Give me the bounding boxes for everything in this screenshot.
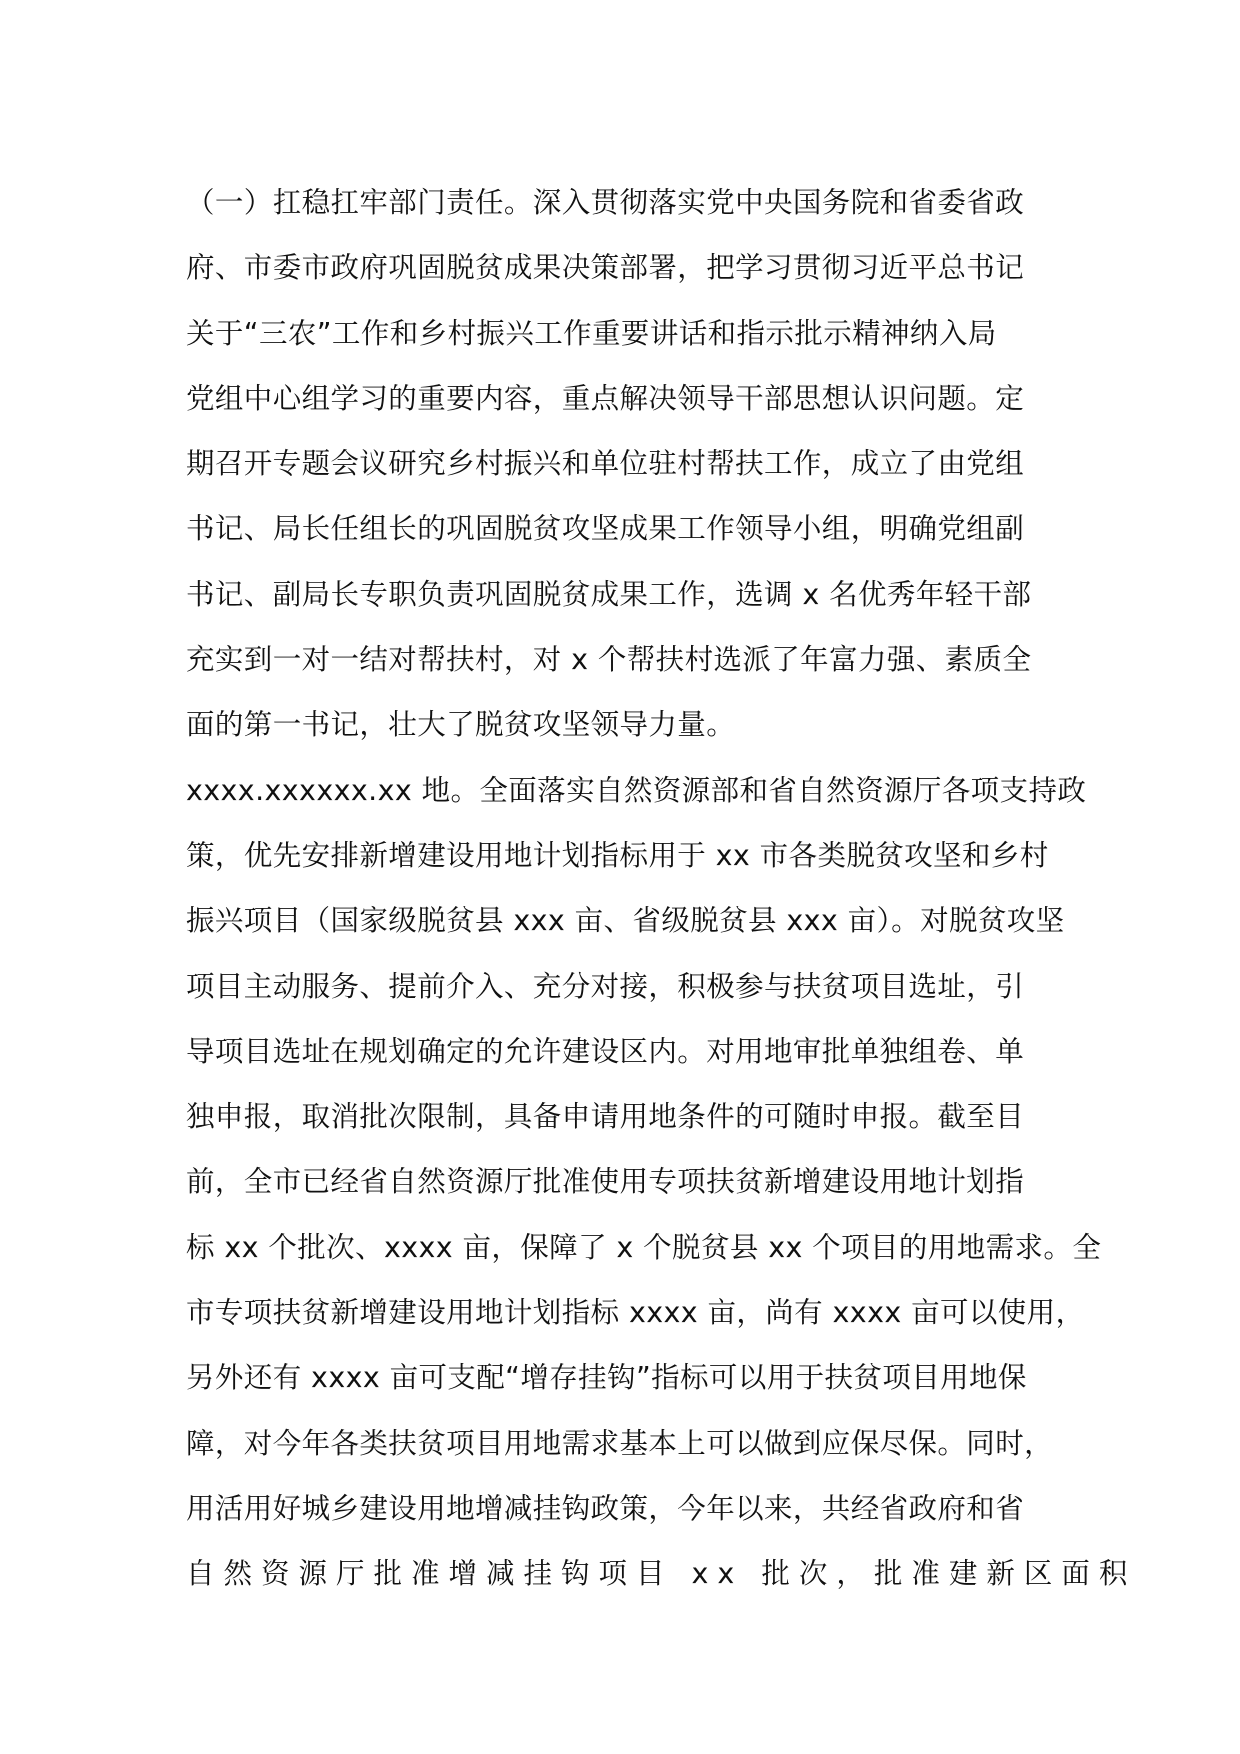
text-line-8: 充实到一对一结对帮扶村，对 x 个帮扶村选派了年富力强、素质全 (186, 643, 1032, 677)
text-line-5: 期召开专题会议研究乡村振兴和单位驻村帮扶工作，成立了由党组 (186, 447, 1025, 481)
text-line-7: 书记、副局长专职负责巩固脱贫成果工作，选调 x 名优秀年轻干部 (186, 577, 1032, 611)
text-line-6: 书记、局长任组长的巩固脱贫攻坚成果工作领导小组，明确党组副 (186, 512, 1025, 546)
text-line-2: 府、市委市政府巩固脱贫成果决策部署，把学习贯彻习近平总书记 (186, 251, 1025, 285)
text-line-4: 党组中心组学习的重要内容，重点解决领导干部思想认识问题。定 (186, 381, 1025, 415)
text-line-17: 标 xx 个批次、xxxx 亩，保障了 x 个脱贫县 xx 个项目的用地需求。全 (186, 1230, 1102, 1264)
text-line-21: 用活用好城乡建设用地增减挂钩政策，今年以来，共经省政府和省 (186, 1491, 1025, 1525)
text-line-13: 项目主动服务、提前介入、充分对接，积极参与扶贫项目选址，引 (186, 969, 1025, 1003)
text-line-15: 独申报，取消批次限制，具备申请用地条件的可随时申报。截至目 (186, 1100, 1025, 1134)
text-line-18: 市专项扶贫新增建设用地计划指标 xxxx 亩，尚有 xxxx 亩可以使用， (186, 1296, 1085, 1330)
text-line-22: 自然资源厅批准增减挂钩项目 xx 批次，批准建新区面积 (186, 1557, 1137, 1591)
text-line-3: 关于“三农”工作和乡村振兴工作重要讲话和指示批示精神纳入局 (186, 316, 997, 350)
text-line-12: 振兴项目（国家级脱贫县 xxx 亩、省级脱贫县 xxx 亩）。对脱贫攻坚 (186, 904, 1065, 938)
text-line-14: 导项目选址在规划确定的允许建设区内。对用地审批单独组卷、单 (186, 1034, 1025, 1068)
text-line-20: 障，对今年各类扶贫项目用地需求基本上可以做到应保尽保。同时， (186, 1426, 1054, 1460)
text-line-1: （一）扛稳扛牢部门责任。深入贯彻落实党中央国务院和省委省政 (186, 186, 1025, 219)
document-body (186, 170, 1137, 1607)
text-line-9: 面的第一书记，壮大了脱贫攻坚领导力量。 (186, 708, 736, 742)
text-line-10: xxxx.xxxxxx.xx 地。全面落实自然资源部和省自然资源厅各项支持政 (186, 773, 1087, 807)
text-line-16: 前，全市已经省自然资源厅批准使用专项扶贫新增建设用地计划指 (186, 1165, 1025, 1199)
text-line-11: 策，优先安排新增建设用地计划指标用于 xx 市各类脱贫攻坚和乡村 (186, 838, 1049, 872)
text-line-19: 另外还有 xxxx 亩可支配“增存挂钩”指标可以用于扶贫项目用地保 (186, 1361, 1027, 1395)
